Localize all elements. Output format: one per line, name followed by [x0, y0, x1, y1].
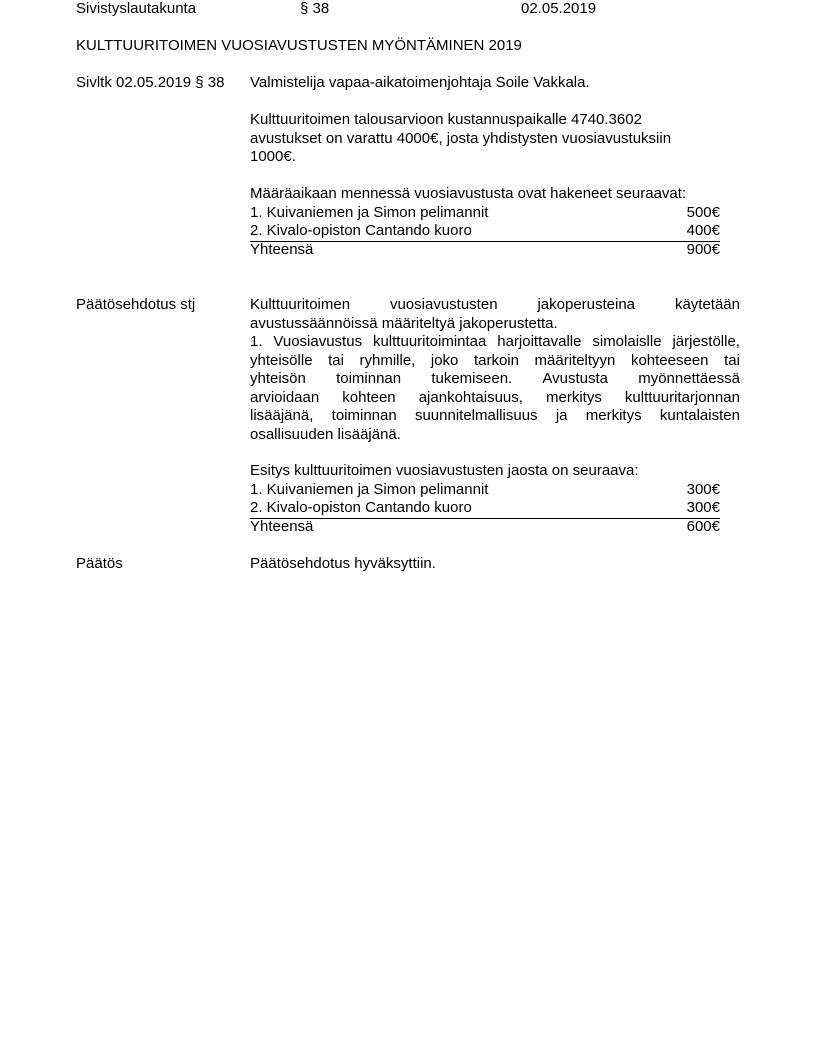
- applicant-row: [250, 222, 720, 242]
- proposal-word: käytetään: [674, 296, 740, 313]
- decision-text: Päätösehdotus hyväksyttiin.: [250, 555, 436, 572]
- applicants-intro: Määräaikaan mennessä vuosiavustusta ovat hakeneet seuraavat:: [250, 185, 687, 202]
- preparation-label: Sivltk 02.05.2019 § 38: [76, 74, 225, 91]
- total-amount: 600€: [686, 517, 720, 535]
- board-name: Sivistyslautakunta: [76, 0, 197, 17]
- distribution-intro: Esitys kulttuuritoimen vuosiavustusten jaosta on seuraava:: [250, 462, 639, 479]
- budget-line: 1000€.: [250, 148, 296, 165]
- recipient-name: 2. Kivalo-opiston Cantando kuoro: [250, 499, 472, 516]
- budget-line: Kulttuuritoimen talousarvioon kustannuspaikalle 4740.3602: [250, 111, 642, 128]
- proposal-line: osallisuuden lisääjänä.: [250, 425, 401, 443]
- proposal-word: jakoperusteina: [537, 296, 636, 313]
- distribution-row: [250, 499, 720, 519]
- decision-label: Päätös: [76, 555, 123, 572]
- recipient-name: 1. Kuivaniemen ja Simon pelimannit: [250, 480, 489, 498]
- applicant-row: [250, 204, 720, 223]
- meeting-date: 02.05.2019: [521, 0, 597, 17]
- proposal-line: avustussäännöissä määriteltyä jakoperustetta.: [250, 314, 558, 332]
- proposal-label: Päätösehdotus stj: [76, 296, 196, 313]
- section-number: § 38: [300, 0, 330, 17]
- proposal-word: vuosiavustusten: [389, 296, 498, 313]
- proposal-line-justified: 1. Vuosiavustus kulttuuritoimintaa harjoittavalle simolaislle järjestölle,: [250, 333, 740, 350]
- budget-line: avustukset on varattu 4000€, josta yhdistysten vuosiavustuksiin: [250, 129, 672, 147]
- proposal-line-justified: yhteisölle tai ryhmille, joko tarkoin määriteltyyn kohteeseen tai: [250, 351, 740, 369]
- proposal-line-justified: lisääjänä, toiminnan suunnitelmallisuus ja merkitys kuntalaisten: [250, 407, 740, 424]
- distribution-row: [250, 481, 720, 500]
- applicant-name: 2. Kivalo-opiston Cantando kuoro: [250, 222, 472, 239]
- proposal-line-justified: [250, 296, 740, 315]
- document-title: KULTTUURITOIMEN VUOSIAVUSTUSTEN MYÖNTÄMINEN 2019: [76, 37, 522, 54]
- applicant-amount: 500€: [686, 203, 720, 221]
- proposal-line-justified: yhteisön toiminnan tukemiseen. Avustusta myönnettäessä: [250, 370, 740, 387]
- proposal-line-justified: arvioidaan kohteen ajankohtaisuus, merkitys kulttuuritarjonnan: [250, 388, 740, 406]
- recipient-amount: 300€: [686, 480, 720, 498]
- total-amount: 900€: [686, 240, 720, 258]
- distribution-total-row: [250, 518, 720, 537]
- applicant-name: 1. Kuivaniemen ja Simon pelimannit: [250, 203, 489, 221]
- total-label: Yhteensä: [250, 240, 314, 258]
- applicants-total-row: [250, 241, 720, 260]
- preparer-text: Valmistelija vapaa-aikatoimenjohtaja Soile Vakkala.: [250, 74, 590, 91]
- recipient-amount: 300€: [686, 499, 720, 516]
- proposal-word: Kulttuuritoimen: [250, 296, 351, 313]
- applicant-amount: 400€: [686, 222, 720, 239]
- total-label: Yhteensä: [250, 517, 314, 535]
